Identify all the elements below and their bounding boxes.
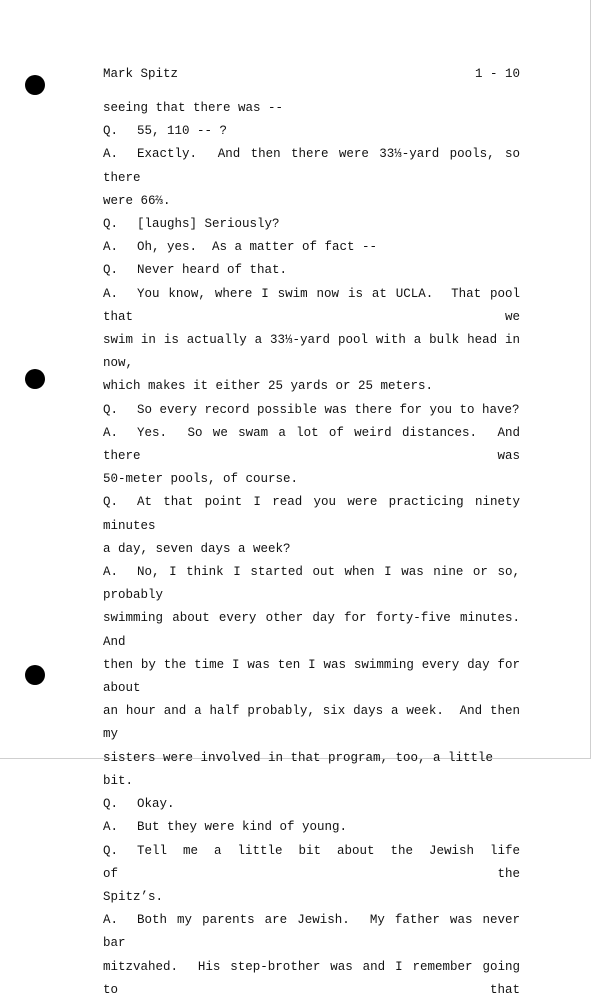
transcript-line [103, 213, 520, 236]
transcript-line [103, 329, 528, 375]
transcript-line [103, 236, 520, 259]
transcript-line [103, 283, 528, 329]
transcript-line [103, 491, 528, 537]
line-text: Spitz’s. [103, 889, 164, 904]
speaker-label: A. [103, 820, 119, 835]
speaker-label: A. [103, 286, 119, 301]
line-text: seeing that there was -- [103, 101, 284, 115]
line-text: [laughs] Seriously? [137, 217, 280, 232]
line-text: an hour and a half probably, six days a week. And then my [103, 704, 528, 742]
transcript-line [103, 538, 520, 561]
line-text: Yes. So we swam a lot of weird distances. And there was [103, 425, 528, 464]
line-text: Okay. [137, 797, 175, 812]
speaker-label: Q. [103, 797, 119, 812]
line-text: 50-meter pools, of course. [103, 472, 299, 487]
speaker-label: A. [103, 240, 119, 255]
line-text: sisters were involved in that program, too, a little bit. [103, 750, 501, 788]
binder-hole [25, 665, 45, 685]
transcript-line [103, 816, 520, 839]
speaker-label: A. [103, 425, 119, 440]
transcript-line [103, 840, 536, 886]
speaker-label: Q. [103, 495, 119, 510]
page-header [103, 67, 520, 81]
speaker-label: Q. [103, 402, 119, 417]
transcript-line [103, 375, 520, 398]
line-text: 55, 110 -- ? [137, 124, 228, 139]
transcript-line [103, 956, 528, 1002]
line-text: Never heard of that. [137, 263, 288, 278]
line-text: No, I think I started out when I was nine or so, probably [103, 565, 528, 603]
transcript-line [103, 422, 528, 468]
transcript-line [103, 143, 528, 189]
line-text: Tell me a little bit about the Jewish life of the [103, 843, 536, 881]
line-text: You know, where I swim now is at UCLA. That pool that we [103, 286, 528, 324]
transcript-line [103, 468, 520, 491]
transcript-line [103, 607, 536, 653]
line-text: At that point I read you were practicing ninety minutes [103, 495, 528, 533]
line-text: which makes it either 25 yards or 25 meters. [103, 379, 434, 394]
line-text: swim in is actually a 33⅓-yard pool with a bulk head in now, [103, 333, 528, 371]
transcript-body [103, 97, 536, 1002]
line-text: were 66⅔. [103, 193, 171, 208]
speaker-label: A. [103, 913, 119, 928]
line-text: Both my parents are Jewish. My father was never bar [103, 913, 528, 951]
speaker-label: Q. [103, 843, 119, 858]
line-text: But they were kind of young. [137, 820, 348, 835]
binder-hole [25, 75, 45, 95]
speaker-label: A. [103, 147, 119, 162]
transcript-line [103, 747, 520, 793]
line-text: Oh, yes. As a matter of fact -- [137, 240, 378, 255]
line-text: a day, seven days a week? [103, 541, 291, 556]
line-text: So every record possible was there for you to have? [137, 402, 520, 417]
transcript-line [103, 886, 520, 909]
interviewee-name: Mark Spitz [103, 67, 179, 81]
speaker-label: A. [103, 565, 119, 580]
binder-hole [25, 369, 45, 389]
transcript-line [103, 793, 520, 816]
line-text: mitzvahed. His step-brother was and I remember going to that [103, 959, 528, 997]
speaker-label: Q. [103, 124, 119, 139]
speaker-label: Q. [103, 263, 119, 278]
transcript-line [103, 654, 528, 700]
transcript-line [103, 700, 528, 746]
line-text: swimming about every other day for forty-five minutes. And [103, 611, 536, 649]
transcript-line [103, 399, 520, 422]
line-text: then by the time I was ten I was swimming every day for about [103, 657, 528, 696]
transcript-line [103, 97, 520, 120]
transcript-line [103, 259, 520, 282]
transcript-line [103, 120, 520, 143]
line-text: Exactly. And then there were 33⅓-yard pools, so there [103, 147, 528, 185]
transcript-line [103, 190, 520, 213]
transcript-line [103, 909, 528, 955]
speaker-label: Q. [103, 217, 119, 232]
transcript-line [103, 561, 528, 607]
page-number: 1 - 10 [474, 67, 520, 81]
